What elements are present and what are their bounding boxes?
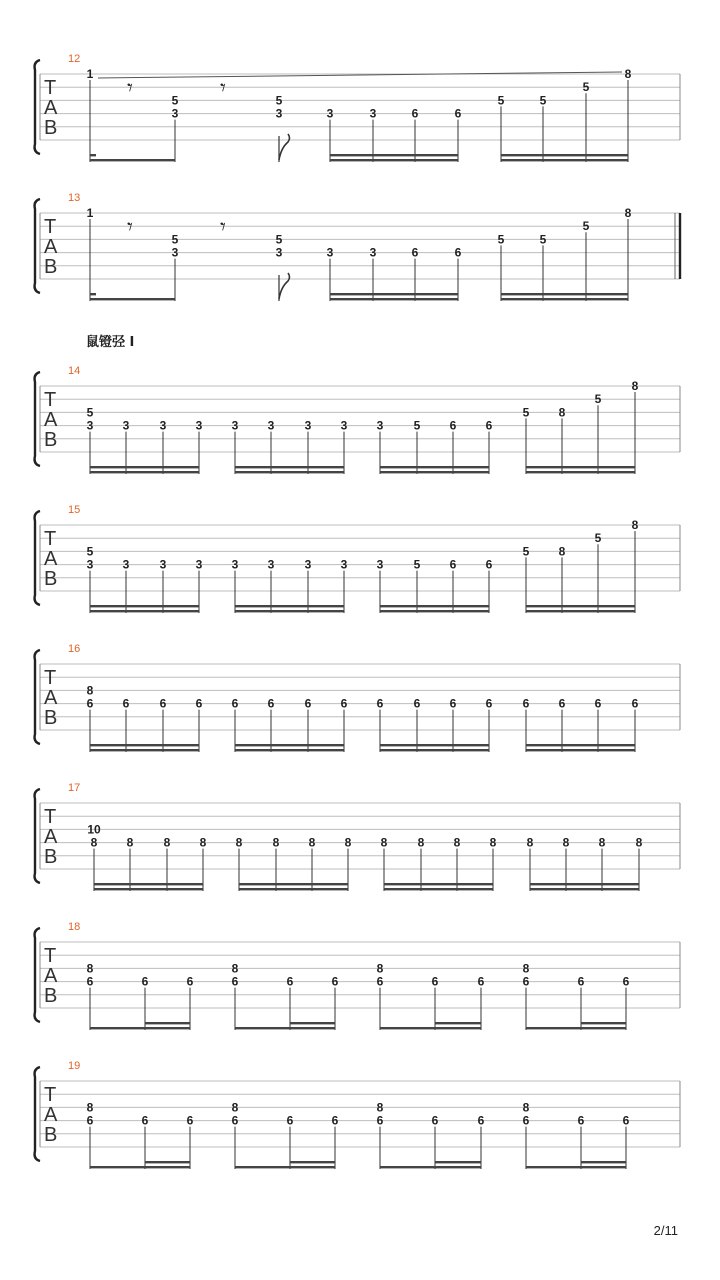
beam-primary	[330, 159, 458, 161]
fret-number: 3	[122, 557, 130, 572]
fret-number: 8	[522, 961, 530, 976]
staff-bracket	[35, 928, 40, 1022]
fret-number: 5	[275, 232, 283, 247]
fret-number: 5	[582, 80, 590, 95]
fret-number: 8	[598, 835, 606, 850]
fret-number: 6	[622, 1113, 630, 1128]
fret-number: 5	[86, 405, 94, 420]
fret-number: 8	[489, 835, 497, 850]
fret-number: 6	[331, 974, 339, 989]
fret-number: 6	[186, 1113, 194, 1128]
fret-number: 8	[376, 1100, 384, 1115]
measure-number: 19	[68, 1060, 81, 1072]
fret-number: 6	[231, 974, 239, 989]
fret-number: 6	[231, 1113, 239, 1128]
fret-number: 8	[90, 835, 98, 850]
clef-letter-b: B	[44, 256, 58, 278]
beam-primary	[380, 1166, 481, 1168]
fret-number: 6	[141, 974, 149, 989]
measure-number: 16	[68, 643, 81, 655]
fret-number: 5	[539, 232, 547, 247]
fret-number: 3	[326, 245, 334, 260]
fret-number: 8	[453, 835, 461, 850]
fret-number: 3	[369, 245, 377, 260]
beam-secondary	[94, 883, 203, 885]
fret-number: 8	[86, 961, 94, 976]
fret-number: 3	[267, 418, 275, 433]
measure-number: 15	[68, 504, 81, 516]
fret-number: 1	[86, 206, 94, 220]
fret-number: 5	[522, 405, 530, 420]
fret-number: 6	[522, 1113, 530, 1128]
clef-letter-a: A	[44, 965, 58, 987]
beam-secondary	[239, 883, 348, 885]
beam-primary	[526, 1166, 626, 1168]
beam-partial	[435, 1022, 481, 1024]
fret-number: 8	[558, 405, 566, 420]
fret-number: 6	[577, 974, 585, 989]
fret-number: 6	[577, 1113, 585, 1128]
fret-number: 5	[594, 392, 602, 407]
fret-number: 6	[411, 106, 419, 121]
fret-number: 5	[86, 544, 94, 559]
measure-number: 13	[68, 192, 81, 204]
fret-number: 6	[454, 106, 462, 121]
fret-number: 6	[522, 974, 530, 989]
fret-number: 6	[631, 696, 639, 711]
fret-number: 6	[86, 974, 94, 989]
clef-letter-a: A	[44, 548, 58, 570]
clef-letter-b: B	[44, 429, 58, 451]
beam-primary	[90, 159, 175, 161]
clef-letter-a: A	[44, 826, 58, 848]
beam-primary	[380, 610, 489, 612]
fret-number: 3	[376, 418, 384, 433]
beam-secondary	[235, 744, 344, 746]
fret-number: 6	[195, 696, 203, 711]
staff-bracket	[35, 789, 40, 883]
fret-number: 8	[624, 206, 632, 220]
beam-primary	[235, 1166, 335, 1168]
clef-letter-b: B	[44, 846, 58, 868]
fret-number: 8	[417, 835, 425, 850]
beam-secondary	[235, 605, 344, 607]
page-number: 2/11	[653, 1223, 678, 1238]
fret-number: 3	[275, 245, 283, 260]
staff-bracket	[35, 60, 40, 154]
slide-line	[98, 72, 622, 78]
fret-number: 5	[171, 232, 179, 247]
fret-number: 6	[376, 1113, 384, 1128]
fret-number: 5	[594, 531, 602, 546]
fret-number: 6	[477, 974, 485, 989]
fret-number: 3	[340, 557, 348, 572]
fret-number: 5	[413, 557, 421, 572]
beam-primary	[235, 471, 344, 473]
fret-number: 1	[86, 67, 94, 81]
fret-number: 6	[522, 696, 530, 711]
fret-number: 3	[122, 418, 130, 433]
clef-letter-a: A	[44, 409, 58, 431]
fret-number: 3	[86, 418, 94, 433]
beam-primary	[380, 471, 489, 473]
measure-number: 14	[68, 365, 81, 377]
note-flag	[279, 134, 290, 160]
beam-partial	[90, 154, 96, 156]
clef-letter-a: A	[44, 236, 58, 258]
fret-number: 5	[497, 232, 505, 247]
beam-primary	[235, 610, 344, 612]
beam-primary	[526, 471, 635, 473]
fret-number: 6	[304, 696, 312, 711]
beam-primary	[90, 610, 199, 612]
fret-number: 8	[235, 835, 243, 850]
fret-number: 3	[171, 245, 179, 260]
fret-number: 6	[622, 974, 630, 989]
fret-number: 6	[431, 1113, 439, 1128]
fret-number: 6	[485, 557, 493, 572]
fret-number: 6	[286, 1113, 294, 1128]
beam-partial	[581, 1161, 626, 1163]
clef-letter-b: B	[44, 117, 58, 139]
fret-number: 6	[449, 557, 457, 572]
fret-number: 8	[231, 961, 239, 976]
fret-number: 6	[431, 974, 439, 989]
fret-number: 8	[631, 518, 639, 532]
fret-number: 3	[369, 106, 377, 121]
fret-number: 3	[195, 418, 203, 433]
beam-secondary	[384, 883, 493, 885]
note-flag	[279, 273, 290, 299]
clef-letter-t: T	[44, 77, 57, 99]
measure-number: 17	[68, 782, 81, 794]
beam-secondary	[501, 293, 628, 295]
beam-partial	[290, 1161, 335, 1163]
beam-partial	[435, 1161, 481, 1163]
beam-primary	[90, 749, 199, 751]
fret-number: 8	[635, 835, 643, 850]
fret-number: 3	[326, 106, 334, 121]
clef-letter-a: A	[44, 1104, 58, 1126]
fret-number: 3	[275, 106, 283, 121]
fret-number: 6	[267, 696, 275, 711]
beam-primary	[239, 888, 348, 890]
beam-partial	[90, 293, 96, 295]
fret-number: 3	[171, 106, 179, 121]
fret-number: 8	[344, 835, 352, 850]
beam-partial	[145, 1161, 190, 1163]
fret-number: 3	[304, 418, 312, 433]
fret-number: 6	[86, 1113, 94, 1128]
fret-number: 8	[558, 544, 566, 559]
fret-number: 5	[275, 93, 283, 108]
beam-secondary	[526, 466, 635, 468]
measure-number: 18	[68, 921, 81, 933]
fret-number: 6	[485, 696, 493, 711]
fret-number: 3	[231, 418, 239, 433]
beam-primary	[380, 749, 489, 751]
eighth-rest: 𝄾	[127, 215, 133, 241]
fret-number: 6	[159, 696, 167, 711]
beam-secondary	[501, 154, 628, 156]
clef-letter-b: B	[44, 985, 58, 1007]
beam-secondary	[90, 744, 199, 746]
beam-secondary	[90, 466, 199, 468]
section-label: 鼠镫弪 I	[86, 335, 135, 350]
fret-number: 5	[171, 93, 179, 108]
fret-number: 5	[539, 93, 547, 108]
fret-number: 6	[558, 696, 566, 711]
beam-secondary	[530, 883, 639, 885]
beam-primary	[235, 1027, 335, 1029]
fret-number: 6	[413, 696, 421, 711]
beam-primary	[235, 749, 344, 751]
staff-bracket	[35, 372, 40, 466]
fret-number: 6	[186, 974, 194, 989]
fret-number: 6	[231, 696, 239, 711]
clef-letter-t: T	[44, 528, 57, 550]
clef-letter-t: T	[44, 1084, 57, 1106]
fret-number: 6	[449, 696, 457, 711]
staff-bracket	[35, 199, 40, 293]
clef-letter-a: A	[44, 97, 58, 119]
beam-secondary	[235, 466, 344, 468]
clef-letter-b: B	[44, 707, 58, 729]
fret-number: 10	[87, 822, 101, 837]
beam-primary	[90, 298, 175, 300]
fret-number: 3	[195, 557, 203, 572]
clef-letter-a: A	[44, 687, 58, 709]
fret-number: 6	[141, 1113, 149, 1128]
fret-number: 6	[485, 418, 493, 433]
fret-number: 8	[199, 835, 207, 850]
beam-primary	[330, 298, 458, 300]
beam-primary	[380, 1027, 481, 1029]
fret-number: 8	[562, 835, 570, 850]
eighth-rest: 𝄾	[220, 76, 226, 102]
fret-number: 6	[122, 696, 130, 711]
fret-number: 3	[376, 557, 384, 572]
fret-number: 3	[159, 418, 167, 433]
clef-letter-t: T	[44, 945, 57, 967]
beam-secondary	[526, 605, 635, 607]
beam-primary	[530, 888, 639, 890]
measure-number: 12	[68, 53, 81, 65]
fret-number: 6	[411, 245, 419, 260]
fret-number: 8	[376, 961, 384, 976]
fret-number: 3	[159, 557, 167, 572]
fret-number: 8	[163, 835, 171, 850]
fret-number: 3	[340, 418, 348, 433]
fret-number: 8	[86, 1100, 94, 1115]
fret-number: 6	[376, 696, 384, 711]
beam-partial	[581, 1022, 626, 1024]
beam-primary	[90, 1166, 190, 1168]
staff-bracket	[35, 650, 40, 744]
beam-primary	[501, 159, 628, 161]
eighth-rest: 𝄾	[127, 76, 133, 102]
fret-number: 3	[267, 557, 275, 572]
fret-number: 6	[340, 696, 348, 711]
beam-primary	[384, 888, 493, 890]
beam-primary	[90, 471, 199, 473]
beam-primary	[501, 298, 628, 300]
fret-number: 8	[624, 67, 632, 81]
fret-number: 5	[582, 219, 590, 234]
fret-number: 6	[594, 696, 602, 711]
staff-bracket	[35, 511, 40, 605]
beam-primary	[526, 1027, 626, 1029]
beam-partial	[145, 1022, 190, 1024]
beam-primary	[526, 749, 635, 751]
beam-primary	[94, 888, 203, 890]
fret-number: 6	[449, 418, 457, 433]
beam-secondary	[380, 605, 489, 607]
beam-secondary	[380, 466, 489, 468]
beam-primary	[90, 1027, 190, 1029]
beam-secondary	[90, 605, 199, 607]
clef-letter-t: T	[44, 667, 57, 689]
beam-secondary	[526, 744, 635, 746]
fret-number: 8	[526, 835, 534, 850]
fret-number: 6	[454, 245, 462, 260]
fret-number: 8	[380, 835, 388, 850]
clef-letter-t: T	[44, 389, 57, 411]
fret-number: 8	[272, 835, 280, 850]
clef-letter-t: T	[44, 806, 57, 828]
fret-number: 5	[413, 418, 421, 433]
fret-number: 8	[86, 683, 94, 698]
beam-primary	[526, 610, 635, 612]
fret-number: 8	[126, 835, 134, 850]
clef-letter-b: B	[44, 1124, 58, 1146]
fret-number: 5	[522, 544, 530, 559]
clef-letter-b: B	[44, 568, 58, 590]
beam-secondary	[330, 154, 458, 156]
fret-number: 8	[231, 1100, 239, 1115]
beam-secondary	[380, 744, 489, 746]
staff-bracket	[35, 1067, 40, 1161]
fret-number: 8	[308, 835, 316, 850]
fret-number: 6	[86, 696, 94, 711]
fret-number: 6	[477, 1113, 485, 1128]
fret-number: 3	[231, 557, 239, 572]
fret-number: 5	[497, 93, 505, 108]
eighth-rest: 𝄾	[220, 215, 226, 241]
fret-number: 6	[331, 1113, 339, 1128]
fret-number: 6	[376, 974, 384, 989]
beam-partial	[290, 1022, 335, 1024]
clef-letter-t: T	[44, 216, 57, 238]
fret-number: 8	[522, 1100, 530, 1115]
beam-secondary	[330, 293, 458, 295]
fret-number: 8	[631, 379, 639, 393]
fret-number: 3	[86, 557, 94, 572]
fret-number: 3	[304, 557, 312, 572]
fret-number: 6	[286, 974, 294, 989]
